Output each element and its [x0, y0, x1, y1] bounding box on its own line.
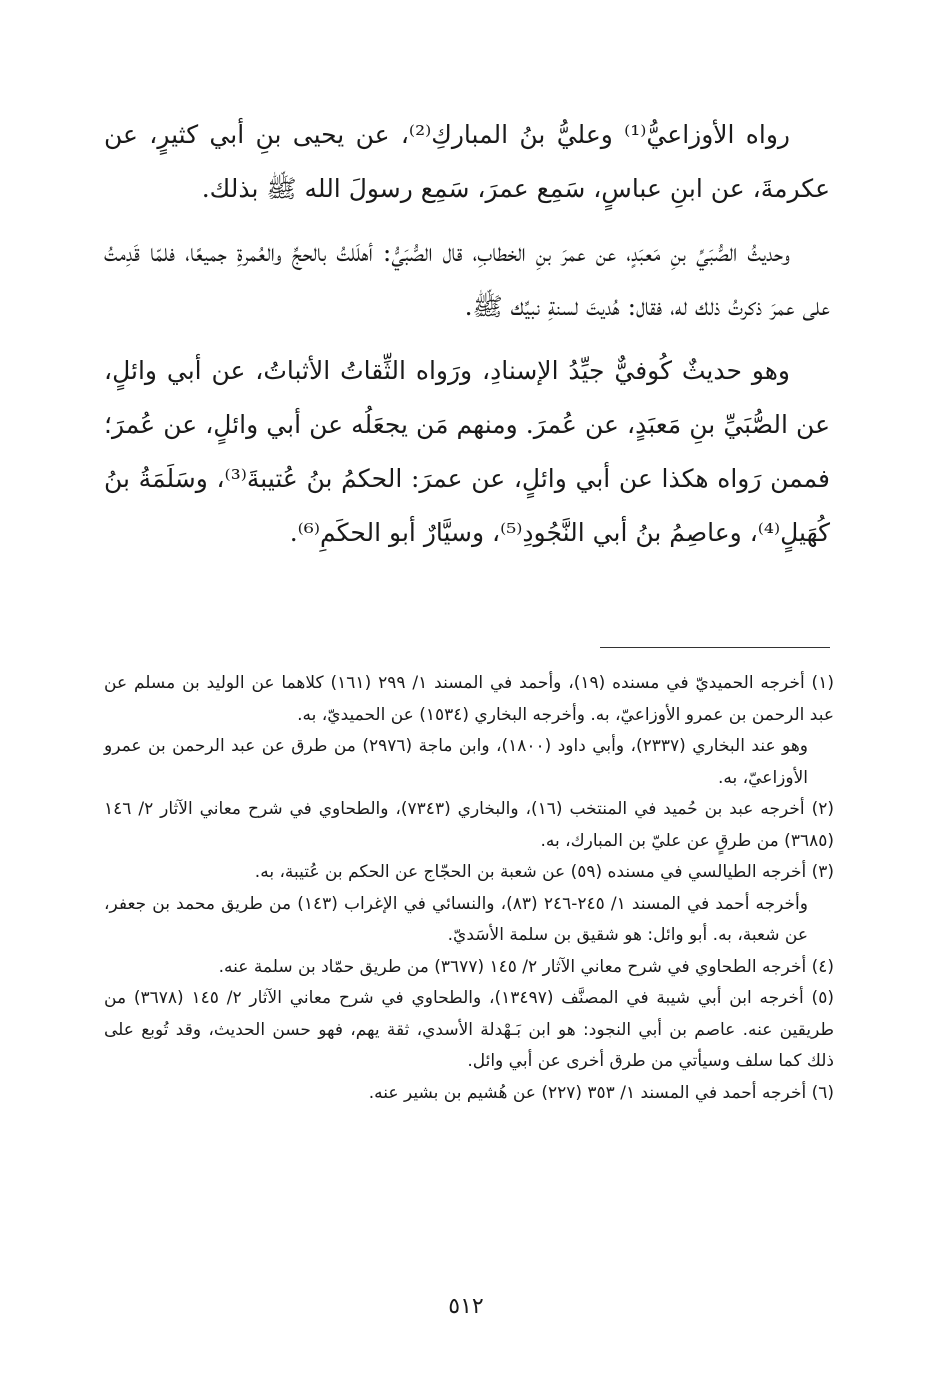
footnote-5: (٥) أخرجه ابن أبي شيبة في المصنَّف (١٣٤٩٧)، والطحاوي في شرح معاني الآثار ٢/ ١٤٥ (٣٦٧٨) من طريقين عنه. عاصم بن أبي النجود: هو ابن بَـهْدلة الأسدي، ثقة يهم، فهو حسن الحديث، وقد تُوبع على ذلك كما سلف وسيأتي من طرق أخرى عن أبي وائل. [104, 988, 834, 1071]
footnote-6: (٦) أخرجه أحمد في المسند ١/ ٣٥٣ (٢٢٧) عن هُشيم بن بشير عنه. [368, 1082, 834, 1103]
footnote-3: (٣) أخرجه الطيالسي في مسنده (٥٩) عن شعبة بن الحجّاج عن الحكم بن عُتيبة، به. [254, 862, 834, 882]
footnote-1-continuation: وهو عند البخاري (٢٣٣٧)، وأبي داود (١٨٠٠)، وابن ماجة (٢٩٧٦) من طرق عن عبد الرحمن بن عمرو الأوزاعيّ، به. [104, 736, 808, 788]
paragraph-1: رواه الأوزاعيُّ⁽¹⁾ وعليُّ بنُ المباركِ⁽²⁾، عن يحيى بنِ أبي كثيرٍ، عن عكرمةَ، عن ابنِ عباسٍ، سَمِع عمرَ، سَمِع رسولَ الله ﷺ بذلك. [104, 120, 830, 203]
footnote-divider [600, 647, 830, 648]
footnote-4: (٤) أخرجه الطحاوي في شرح معاني الآثار ٢/ ١٤٥ (٣٦٧٧) من طريق حمّاد بن سلمة عنه. [218, 956, 834, 977]
page-number: ٥١٢ [448, 1294, 484, 1319]
footnote-3-continuation: وأخرجه أحمد في المسند ١/ ٢٤٥-٢٤٦ (٨٣)، والنسائي في الإغراب (١٤٣) من طريق محمد بن جعفر، عن شعبة، به. أبو وائل: هو شقيق بن سلمة الأسَديّ. [104, 893, 808, 945]
footnote-1: (١) أخرجه الحميديّ في مسنده (١٩)، وأحمد في المسند ١/ ٢٩٩ (١٦١) كلاهما عن الوليد بن مسلم عن عبد الرحمن بن عمرو الأوزاعيّ، به. وأخرجه البخاري (١٥٣٤) عن الحميديّ، به. [104, 673, 834, 725]
footnotes [104, 668, 834, 1109]
footnote-2: (٢) أخرجه عبد بن حُميد في المنتخب (١٦)، والبخاري (٧٣٤٣)، والطحاوي في شرح معاني الآثار ٢/ ١٤٦ (٣٦٨٥) من طرقٍ عن عليّ بن المبارك، به. [104, 799, 834, 851]
main-text [104, 108, 830, 570]
paragraph-2: وحديثُ الصُّبَيِّ بنِ مَعبَدٍ، عن عمرَ بنِ الخطابِ، قال الصُّبَيُّ: أهلَلتُ بالحجِّ والعُمرةِ جميعًا، فلمّا قَدِمتُ على عمرَ ذكرتُ ذلك له، فقال: هُديتَ لسنةِ نبيِّك ﷺ. [104, 238, 830, 321]
paragraph-3: وهو حديثٌ كُوفيٌّ جيِّدُ الإسنادِ، ورَواه الثِّقاتُ الأثباتُ، عن أبي وائلٍ، عن الصُّبَيِّ بنِ مَعبَدٍ، عن عُمرَ. ومنهم مَن يجعَلُه عن أبي وائلٍ، عن عُمرَ؛ فممن رَواه هكذا عن أبي وائلٍ، عن عمرَ: الحكمُ بنُ عُتيبةَ⁽³⁾، وسَلَمَةُ بنُ كُهَيلٍ⁽⁴⁾، وعاصِمُ بنُ أبي النَّجُودِ⁽⁵⁾، وسيَّارٌ أبو الحكَمِ⁽⁶⁾. [104, 356, 831, 547]
